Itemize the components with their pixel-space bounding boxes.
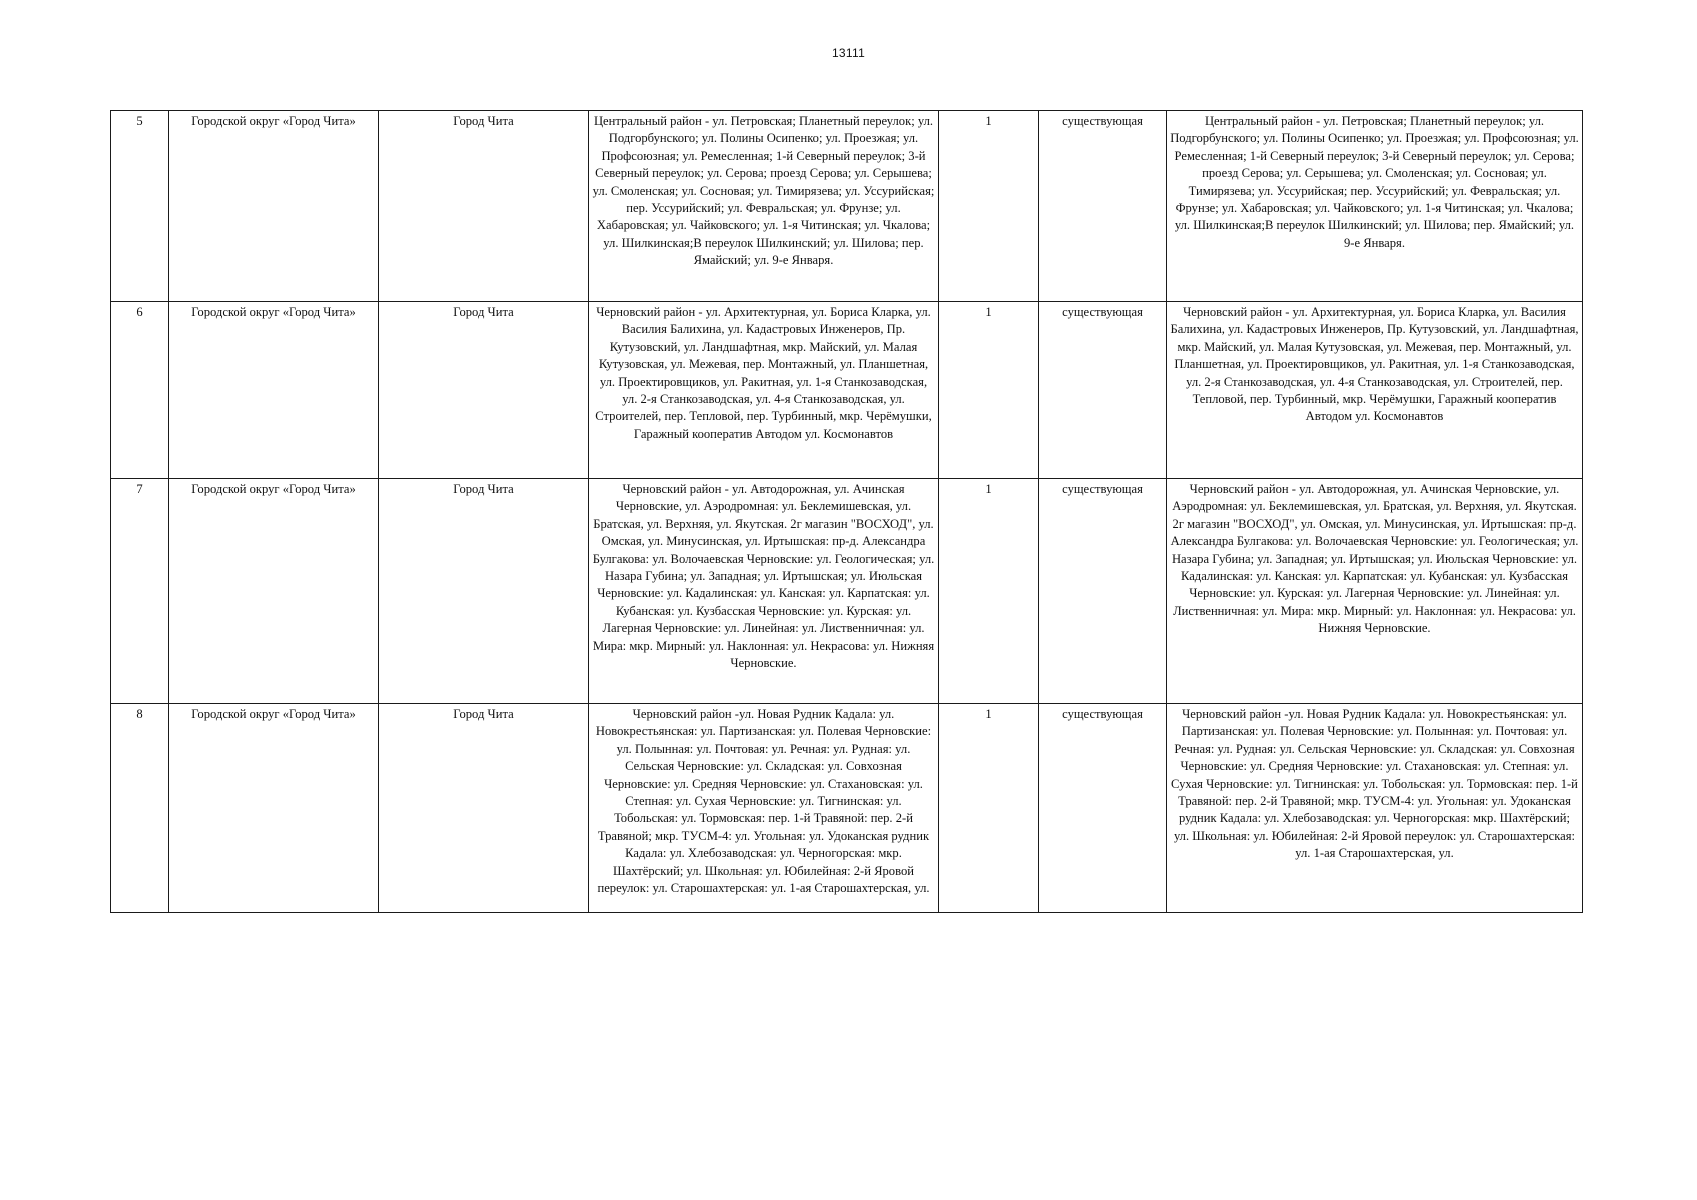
cell-status: существующая [1039, 704, 1167, 913]
cell-description-2: Черновский район - ул. Архитектурная, ул. Бориса Кларка, ул. Василия Балихина, ул. Кадастровых Инженеров, Пр. Кутузовский, ул. Ландшафтная, мкр. Майский, ул. Малая Кутузовская, ул. Межевая, пер. Монтажный, ул. Планшетная, ул. Проектировщиков, ул. Ракитная, ул. 1-я Станкозаводская, ул. 2-я Станкозаводская, ул. 4-я Станкозаводская, ул. Строителей, пер. Тепловой, пер. Турбинный, мкр. Черёмушки, Гаражный кооператив Автодом ул. Космонавтов [1167, 302, 1583, 479]
cell-number: 7 [111, 479, 169, 704]
cell-city: Город Чита [379, 704, 589, 913]
cell-number: 6 [111, 302, 169, 479]
cell-number: 5 [111, 111, 169, 302]
cell-status: существующая [1039, 479, 1167, 704]
table-row [111, 302, 1583, 479]
page-number: 13111 [831, 46, 866, 60]
registry-table [110, 110, 1583, 913]
cell-city: Город Чита [379, 479, 589, 704]
cell-count: 1 [939, 111, 1039, 302]
cell-description: Черновский район -ул. Новая Рудник Кадала: ул. Новокрестьянская: ул. Партизанская: ул. Полевая Черновские: ул. Полынная: ул. Почтовая: ул. Речная: ул. Рудная: ул. Сельская Черновские: ул. Складская: ул. Совхозная Черновские: ул. Средняя Черновские: ул. Стахановская: ул. Степная: ул. Сухая Черновские: ул. Тигнинская: ул. Тобольская: ул. Тормовская: пер. 1-й Травяной: пер. 2-й Травяной; мкр. ТУСМ-4: ул. Угольная: ул. Удоканская рудник Кадала: ул. Хлебозаводская: ул. Черногорская: мкр. Шахтёрский; ул. Школьная: ул. Юбилейная: 2-й Яровой переулок: ул. Старошахтерская: ул. 1-ая Старошахтерская, ул. [589, 704, 939, 913]
cell-status: существующая [1039, 111, 1167, 302]
cell-description: Черновский район - ул. Автодорожная, ул. Ачинская Черновские, ул. Аэродромная: ул. Беклемишевская, ул. Братская, ул. Верхняя, ул. Якутская. 2г магазин "ВОСХОД", ул. Омская, ул. Минусинская, ул. Иртышская: пр-д. Александра Булгакова: ул. Волочаевская Черновские: ул. Геологическая; ул. Назара Губина; ул. Западная; ул. Иртышская; ул. Июльская Черновские: ул. Кадалинская: ул. Канская: ул. Карпатская: ул. Кубанская: ул. Кузбасская Черновские: ул. Курская: ул. Лагерная Черновские: ул. Линейная: ул. Лиственничная: ул. Мира: мкр. Мирный: ул. Наклонная: ул. Некрасова: ул. Нижняя Черновские. [589, 479, 939, 704]
cell-description-2: Центральный район - ул. Петровская; Планетный переулок; ул. Подгорбунского; ул. Полины Осипенко; ул. Проезжая; ул. Профсоюзная; ул. Ремесленная; 1-й Северный переулок; 3-й Северный переулок; ул. Серова; проезд Серова; ул. Серышева; ул. Смоленская; ул. Сосновая; ул. Тимирязева; ул. Уссурийская; пер. Уссурийский; ул. Февральская; ул. Фрунзе; ул. Хабаровская; ул. Чайковского; ул. 1-я Читинская; ул. Чкалова; ул. Шилкинская;В переулок Шилкинский; ул. Шилова; пер. Ямайский; ул. 9-е Января. [1167, 111, 1583, 302]
cell-description: Черновский район - ул. Архитектурная, ул. Бориса Кларка, ул. Василия Балихина, ул. Кадастровых Инженеров, Пр. Кутузовский, ул. Ландшафтная, мкр. Майский, ул. Малая Кутузовская, ул. Межевая, пер. Монтажный, ул. Планшетная, ул. Проектировщиков, ул. Ракитная, ул. 1-я Станкозаводская, ул. 2-я Станкозаводская, ул. 4-я Станкозаводская, ул. Строителей, пер. Тепловой, пер. Турбинный, мкр. Черёмушки, Гаражный кооператив Автодом ул. Космонавтов [589, 302, 939, 479]
cell-count: 1 [939, 704, 1039, 913]
cell-status: существующая [1039, 302, 1167, 479]
cell-city: Город Чита [379, 111, 589, 302]
cell-description-2: Черновский район - ул. Автодорожная, ул. Ачинская Черновские, ул. Аэродромная: ул. Беклемишевская, ул. Братская, ул. Верхняя, ул. Якутская. 2г магазин "ВОСХОД", ул. Омская, ул. Минусинская, ул. Иртышская: пр-д. Александра Булгакова: ул. Волочаевская Черновские: ул. Геологическая; ул. Назара Губина; ул. Западная; ул. Иртышская; ул. Июльская Черновские: ул. Кадалинская: ул. Канская: ул. Карпатская: ул. Кубанская: ул. Кузбасская Черновские: ул. Курская: ул. Лагерная Черновские: ул. Линейная: ул. Лиственничная: ул. Мира: мкр. Мирный: ул. Наклонная: ул. Некрасова: ул. Нижняя Черновские. [1167, 479, 1583, 704]
cell-description-2: Черновский район -ул. Новая Рудник Кадала: ул. Новокрестьянская: ул. Партизанская: ул. Полевая Черновские: ул. Полынная: ул. Почтовая: ул. Речная: ул. Рудная: ул. Сельская Черновские: ул. Складская: ул. Совхозная Черновские: ул. Средняя Черновские: ул. Стахановская: ул. Степная: ул. Сухая Черновские: ул. Тигнинская: ул. Тобольская: ул. Тормовская: пер. 1-й Травяной: пер. 2-й Травяной; мкр. ТУСМ-4: ул. Угольная: ул. Удоканская рудник Кадала: ул. Хлебозаводская: ул. Черногорская: мкр. Шахтёрский; ул. Школьная: ул. Юбилейная: 2-й Яровой переулок: ул. Старошахтерская: ул. 1-ая Старошахтерская, ул. [1167, 704, 1583, 913]
cell-okrug: Городской округ «Город Чита» [169, 111, 379, 302]
cell-okrug: Городской округ «Город Чита» [169, 704, 379, 913]
table-row [111, 111, 1583, 302]
cell-city: Город Чита [379, 302, 589, 479]
cell-okrug: Городской округ «Город Чита» [169, 479, 379, 704]
cell-count: 1 [939, 302, 1039, 479]
cell-count: 1 [939, 479, 1039, 704]
table-row [111, 479, 1583, 704]
cell-okrug: Городской округ «Город Чита» [169, 302, 379, 479]
cell-number: 8 [111, 704, 169, 913]
cell-description: Центральный район - ул. Петровская; Планетный переулок; ул. Подгорбунского; ул. Полины Осипенко; ул. Проезжая; ул. Профсоюзная; ул. Ремесленная; 1-й Северный переулок; 3-й Северный переулок; ул. Серова; проезд Серова; ул. Серышева; ул. Смоленская; ул. Сосновая; ул. Тимирязева; ул. Уссурийская; пер. Уссурийский; ул. Февральская; ул. Фрунзе; ул. Хабаровская; ул. Чайковского; ул. 1-я Читинская; ул. Чкалова; ул. Шилкинская;В переулок Шилкинский; ул. Шилова; пер. Ямайский; ул. 9-е Января. [589, 111, 939, 302]
table-row [111, 704, 1583, 913]
